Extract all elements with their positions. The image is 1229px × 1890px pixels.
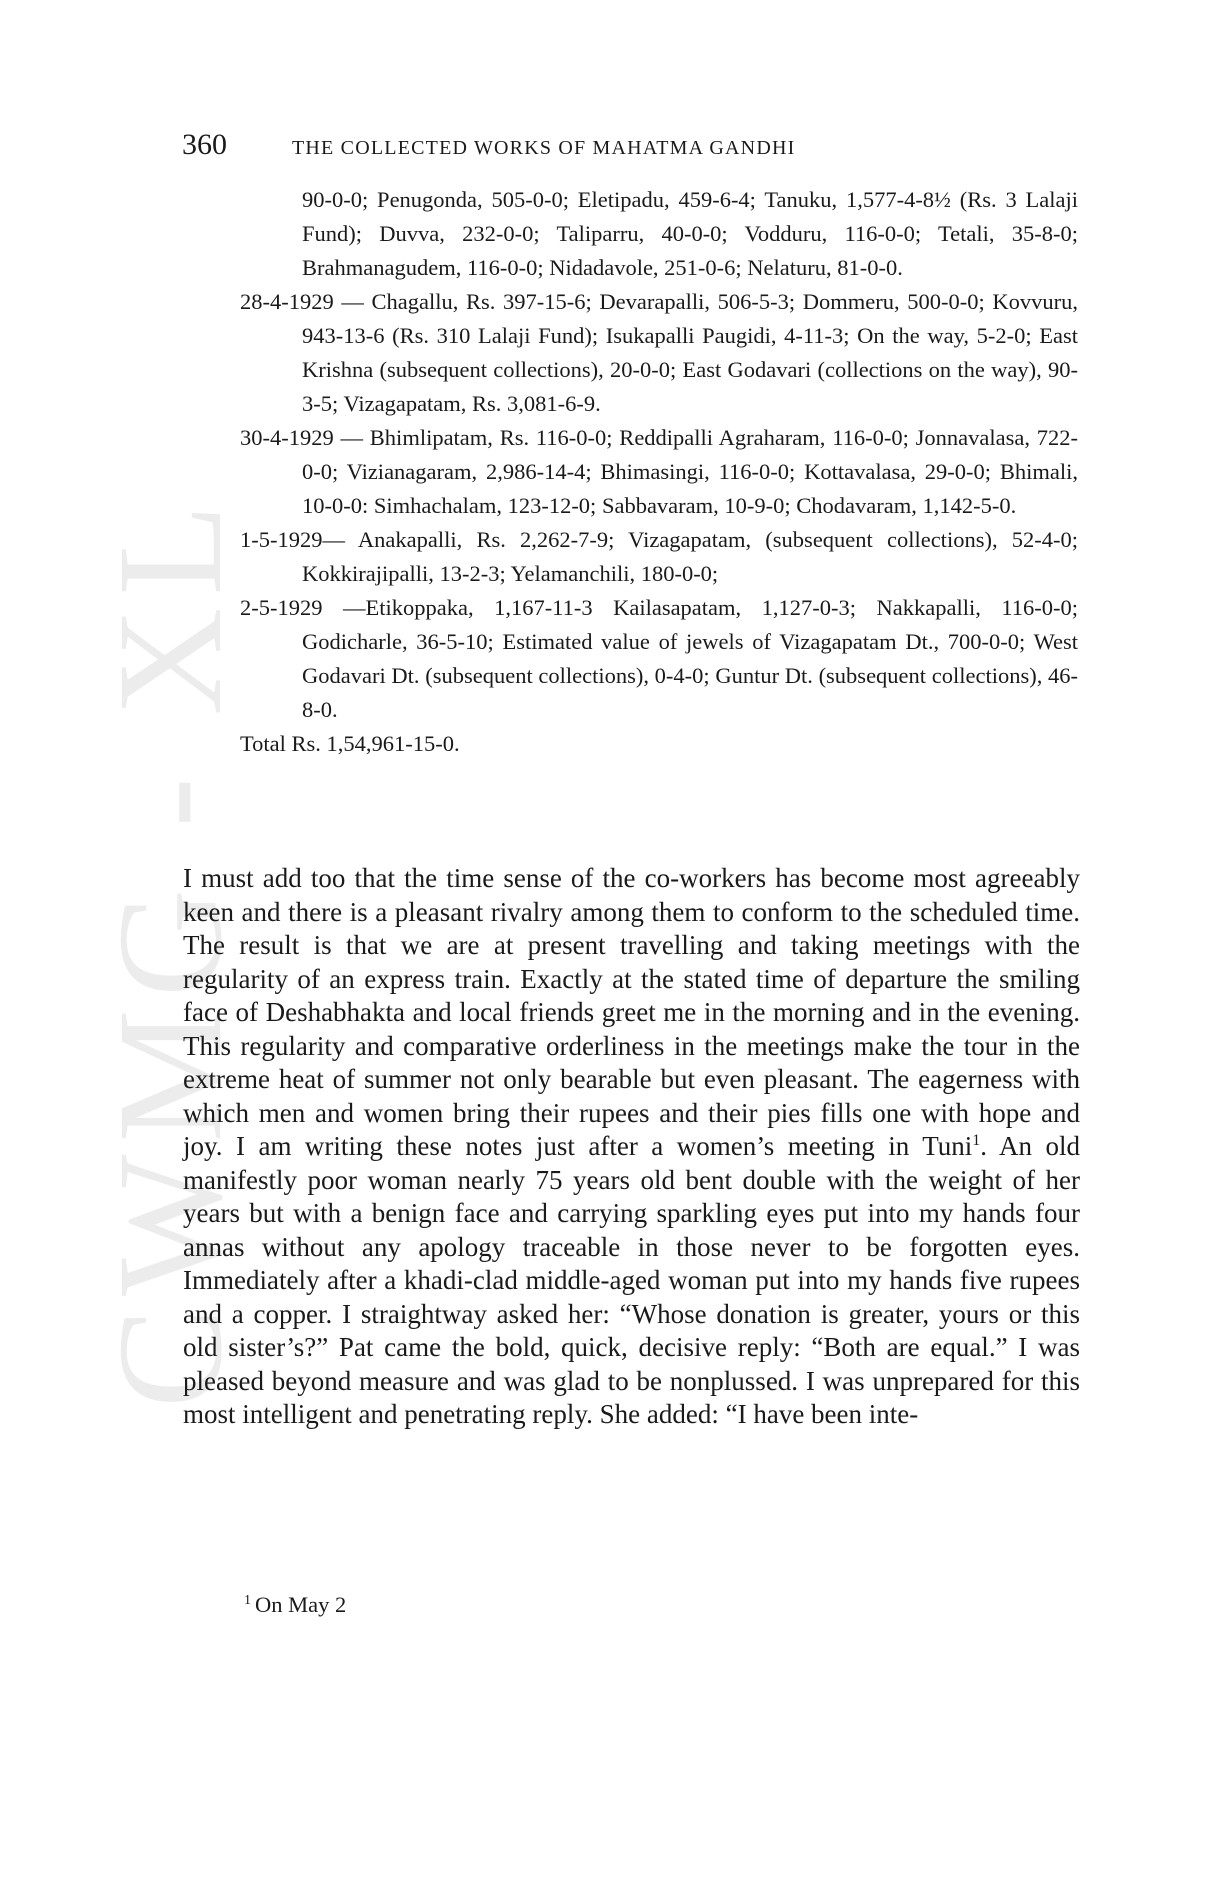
collection-entry: 28-4-1929 — Chagallu, Rs. 397-15-6; Devarapalli, 506-5-3; Dommeru, 500-0-0; Kovvuru, 943-13-6 (Rs. 310 Lalaji Fund); Isukapalli Paugidi, 4-11-3; On the way, 5-2-0; East Krishna (subsequent collections), 20-0-0; East Godavari (collections on the way), 90-3-5; Vizagapatam, Rs. 3,081-6-9. [240, 289, 1078, 416]
page-number: 360 [182, 128, 227, 161]
page-header [182, 128, 1082, 162]
body-paragraph [183, 862, 1080, 1432]
footnote [244, 1592, 346, 1618]
collections-intro: 90-0-0; Penugonda, 505-0-0; Eletipadu, 459-6-4; Tanuku, 1,577-4-8½ (Rs. 3 Lalaji Fund); Duvva, 232-0-0; Taliparru, 40-0-0; Vodduru, 116-0-0; Tetali, 35-8-0; Brahmanagudem, 116-0-0; Nidadavole, 251-0-6; Nelaturu, 81-0-0. [302, 187, 1078, 280]
running-title: THE COLLECTED WORKS OF MAHATMA GANDHI [292, 137, 796, 159]
body-text-part-2: . An old manifestly poor woman nearly 75 years old bent double with the weight of her years but with a benign face and carrying sparkling eyes put into my hands four annas without any apology traceable in those never to be forgotten eyes. Immediately after a khadi-clad middle-aged woman put into my hands five rupees and a copper. I straightway asked her: “Whose donation is greater, yours or this old sister’s?” Pat came the bold, quick, decisive reply: “Both are equal.” I was pleased beyond measure and was glad to be nonplussed. I was unprepared for this most intelligent and penetrating reply. She added: “I have been inte- [183, 1131, 1080, 1429]
collections-list [240, 183, 1078, 761]
footnote-reference[interactable]: 1 [972, 1132, 981, 1149]
collections-total: Total Rs. 1,54,961-15-0. [240, 731, 460, 756]
collection-entry: 30-4-1929 — Bhimlipatam, Rs. 116-0-0; Reddipalli Agraharam, 116-0-0; Jonnavalasa, 722-0-0; Vizianagaram, 2,986-14-4; Bhimasingi, 116-0-0; Kottavalasa, 29-0-0; Bhimali, 10-0-0: Simhachalam, 123-12-0; Sabbavaram, 10-9-0; Chodavaram, 1,142-5-0. [240, 425, 1078, 518]
footnote-mark: 1 [244, 1592, 251, 1608]
body-text-part-1: I must add too that the time sense of the co-workers has become most agreeably keen and there is a pleasant rivalry among them to conform to the scheduled time. The result is that we are at present travelling and taking meetings with the regularity of an express train. Exactly at the stated time of departure the smiling face of Deshabhakta and local friends greet me in the morning and in the evening. This regularity and comparative orderliness in the meetings make the tour in the extreme heat of summer not only bearable but even pleasant. The eagerness with which men and women bring their rupees and their pies fills one with hope and joy. I am writing these notes just after a women’s meeting in Tuni [183, 863, 1080, 1161]
watermark-text: CWMG - XL [87, 491, 254, 1409]
footnote-text: On May 2 [255, 1592, 347, 1617]
collection-entry: 1-5-1929— Anakapalli, Rs. 2,262-7-9; Vizagapatam, (subsequent collections), 52-4-0; Kokkirajipalli, 13-2-3; Yelamanchili, 180-0-0; [240, 527, 1078, 586]
collection-entry: 2-5-1929 —Etikoppaka, 1,167-11-3 Kailasapatam, 1,127-0-3; Nakkapalli, 116-0-0; Godicharle, 36-5-10; Estimated value of jewels of Vizagapatam Dt., 700-0-0; West Godavari Dt. (subsequent collections), 0-4-0; Guntur Dt. (subsequent collections), 46-8-0. [240, 595, 1078, 722]
